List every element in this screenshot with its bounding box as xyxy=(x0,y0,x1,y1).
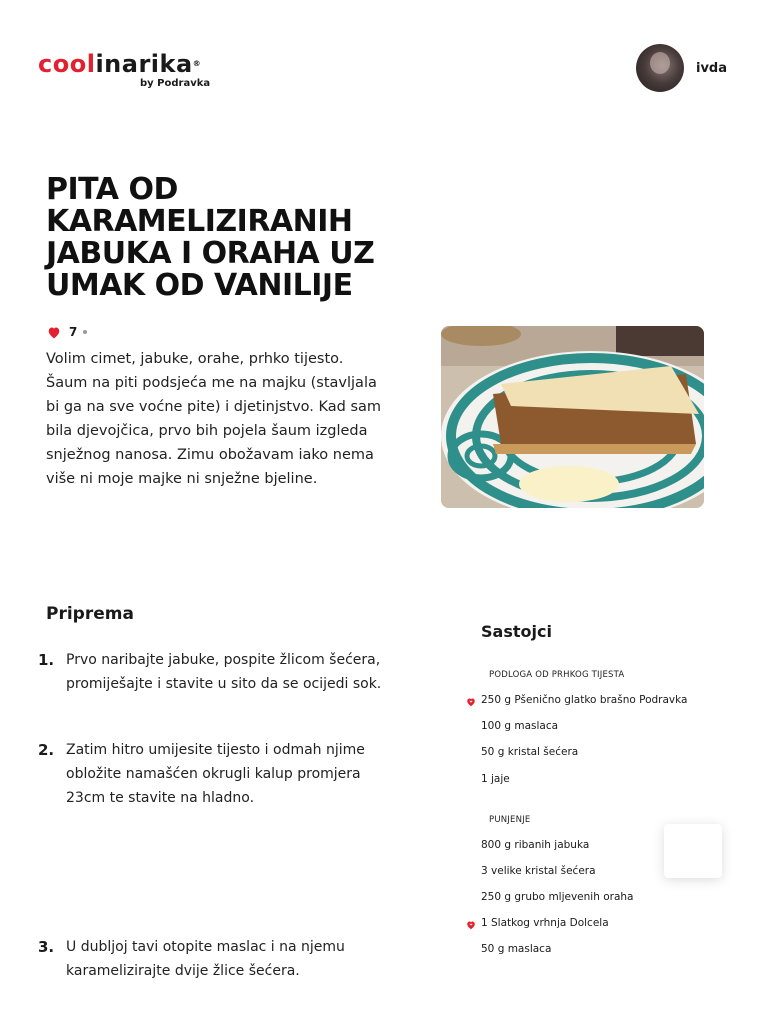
logo-part-inarika: inarika xyxy=(95,50,193,78)
ingredient-item[interactable]: 1 Slatkog vrhnja Dolcela xyxy=(481,917,609,929)
step-item xyxy=(38,738,398,810)
ingredient-section-label: PUNJENJE xyxy=(489,815,531,825)
floating-action-box[interactable] xyxy=(664,824,722,878)
avatar[interactable] xyxy=(636,44,684,92)
site-header xyxy=(0,0,768,120)
step-item xyxy=(38,648,398,696)
ingredient-item[interactable]: 250 g Pšenično glatko brašno Podravka xyxy=(481,694,688,706)
recipe-title: PITA OD KARAMELIZIRANIH JABUKA I ORAHA UZ UMAK OD VANILIJE xyxy=(46,172,375,303)
ingredient-item: 50 g maslaca xyxy=(481,943,552,955)
step-text: Prvo naribajte jabuke, pospite žlicom šećera, promiješajte i stavite u sito da se ocijedi sok. xyxy=(66,652,382,692)
likes-count: 7 xyxy=(69,325,78,339)
heart-icon[interactable] xyxy=(47,326,61,339)
ingredient-item: 800 g ribanih jabuka xyxy=(481,839,590,851)
podravka-brand-icon[interactable] xyxy=(466,697,476,707)
user-profile[interactable] xyxy=(636,44,727,92)
logo-part-cool: cool xyxy=(38,50,96,78)
cake-illustration xyxy=(441,326,704,508)
podravka-brand-icon[interactable] xyxy=(466,920,476,930)
step-text: U dubljoj tavi otopite maslac i na njemu karamelizirajte dvije žlice šećera. xyxy=(66,939,345,979)
logo-registered-mark: ® xyxy=(192,59,202,68)
username[interactable]: ivda xyxy=(696,60,728,76)
sastojci-heading: Sastojci xyxy=(481,622,552,641)
step-number: 3. xyxy=(38,938,55,956)
ingredient-section-label: PODLOGA OD PRHKOG TIJESTA xyxy=(489,670,625,680)
ingredient-item: 1 jaje xyxy=(481,773,510,785)
logo-subtitle: by Podravka xyxy=(140,78,211,89)
likes-row xyxy=(47,325,87,339)
step-item xyxy=(38,935,398,983)
coolinarika-logo[interactable] xyxy=(38,50,211,89)
step-number: 2. xyxy=(38,741,55,759)
separator-dot xyxy=(83,330,87,334)
recipe-intro: Volim cimet, jabuke, orahe, prhko tijesto. Šaum na piti podsjeća me na majku (stavljala bi ga na sve voćne pite) i djetinjstvo. Kad sam bila djevojčica, prvo bih pojela šaum izgleda snježnog nanosa. Zimu obožavam iako nema više ni moje majke ni snježne bjeline. xyxy=(46,351,382,487)
ingredient-item: 50 g kristal šećera xyxy=(481,746,579,758)
step-text: Zatim hitro umijesite tijesto i odmah njime obložite namašćen okrugli kalup promjera 23cm te stavite na hladno. xyxy=(66,742,365,806)
step-number: 1. xyxy=(38,651,55,669)
priprema-heading: Priprema xyxy=(46,604,134,624)
logo-wordmark xyxy=(38,50,201,78)
ingredient-item: 3 velike kristal šećera xyxy=(481,865,596,877)
ingredient-item: 250 g grubo mljevenih oraha xyxy=(481,891,634,903)
ingredient-item: 100 g maslaca xyxy=(481,720,559,732)
recipe-photo xyxy=(441,326,704,508)
